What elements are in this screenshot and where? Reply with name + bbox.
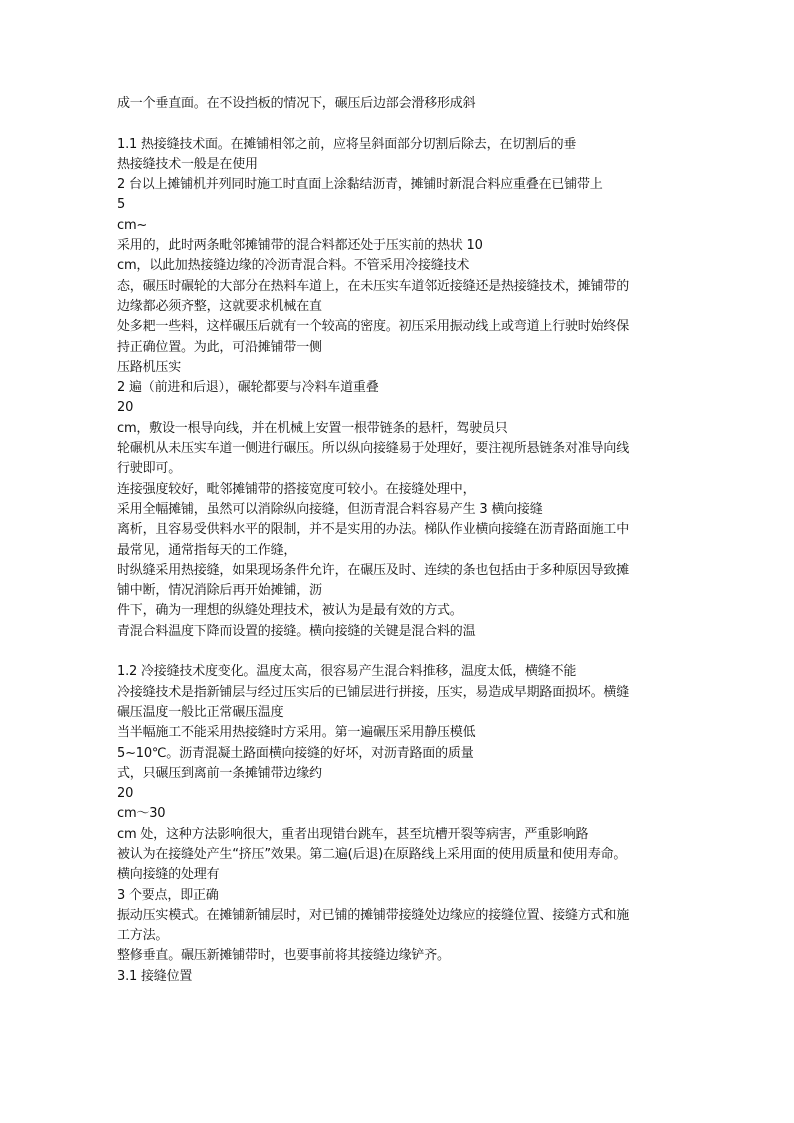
text-line: cm～30 <box>117 806 166 822</box>
section-heading-line: 1.2 冷接缝技术度变化。温度太高，很容易产生混合料推移，温度太低，横缝不能 <box>117 664 577 680</box>
text-line: 成一个垂直面。在不设挡板的情况下，碾压后边部会滑移形成斜 <box>117 96 476 111</box>
text-line: cm，以此加热接缝边缘的冷沥青混合料。不管采用冷接缝技术 <box>117 258 470 274</box>
text-line: 3 个要点，即正确 <box>117 887 219 903</box>
text-line: 式，只碾压到离前一条摊铺带边缘约 <box>117 765 322 781</box>
text-line: 被认为在接缝处产生“挤压”效果。第二遍(后退)在原路线上采用面的使用质量和使用寿命。 <box>117 846 627 862</box>
blank-line <box>117 642 683 662</box>
text-line: 20 <box>117 786 134 802</box>
text-line: 最常见，通常指每天的工作缝， <box>117 542 297 558</box>
text-line: 青混合料温度下降而设置的接缝。横向接缝的关键是混合料的温 <box>117 623 476 639</box>
document-body <box>117 94 683 987</box>
text-line: 整修垂直。碾压新摊铺带时，也要事前将其接缝边缘铲齐。 <box>117 948 450 964</box>
text-line: 轮碾机从未压实车道一侧进行碾压。所以纵向接缝易于处理好，要注视所悬链条对准导向线 <box>117 441 630 457</box>
text-line: 2 台以上摊铺机并列同时施工时直面上涂黏结沥青，摊铺时新混合料应重叠在已铺带上 <box>117 177 603 193</box>
text-line: 2 遍（前进和后退），碾轮都要与冷料车道重叠 <box>117 380 379 396</box>
text-line: 态，碾压时碾轮的大部分在热料车道上，在未压实车道邻近接缝还是热接缝技术，摊铺带的 <box>117 278 630 294</box>
text-line: 边缘都必须齐整，这就要求机械在直 <box>117 298 322 314</box>
text-line: 20 <box>117 400 134 416</box>
text-line: 碾压温度一般比正常碾压温度 <box>117 704 284 720</box>
text-line: 5 <box>117 197 126 213</box>
text-line: 件下，确为一理想的纵缝处理技术，被认为是最有效的方式。 <box>117 603 463 619</box>
blank-line <box>117 114 683 134</box>
text-line: 冷接缝技术是指新铺层与经过压实后的已铺层进行拼接，压实，易造成早期路面损坏。横缝 <box>117 684 630 700</box>
text-line: 热接缝技术一般是在使用 <box>117 156 258 172</box>
text-line: 5~10℃。沥青混凝土路面横向接缝的好坏，对沥青路面的质量 <box>117 745 474 761</box>
text-line: 压路机压实 <box>117 359 182 375</box>
text-line: 行驶即可。 <box>117 461 182 477</box>
text-line: 横向接缝的处理有 <box>117 867 220 883</box>
text-line: cm 处，这种方法影响很大，重者出现错台跳车，甚至坑槽开裂等病害，严重影响路 <box>117 826 589 842</box>
text-line: 采用的，此时两条毗邻摊铺带的混合料都还处于压实前的热状 10 <box>117 238 483 254</box>
text-line: 采用全幅摊铺，虽然可以消除纵向接缝，但沥青混合料容易产生 3 横向接缝 <box>117 501 543 517</box>
text-line: 时纵缝采用热接缝，如果现场条件允许，在碾压及时、连续的条也包括由于多种原因导致摊 <box>117 562 630 578</box>
text-line: 持正确位置。为此，可沿摊铺带一侧 <box>117 339 322 355</box>
text-line: 处多耙一些料，这样碾压后就有一个较高的密度。初压采用振动线上或弯道上行驶时始终保 <box>117 319 630 335</box>
text-line: 振动压实模式。在摊铺新铺层时，对已铺的摊铺带接缝处边缘应的接缝位置、接缝方式和施 <box>117 907 630 923</box>
text-line: 连接强度较好，毗邻摊铺带的搭接宽度可较小。在接缝处理中， <box>117 481 476 497</box>
section-heading-line: 1.1 热接缝技术面。在摊铺相邻之前，应将呈斜面部分切割后除去，在切割后的垂 <box>117 136 577 152</box>
text-line: cm，敷设一根导向线，并在机械上安置一根带链条的悬杆，驾驶员只 <box>117 420 508 436</box>
text-line: 铺中断，情况消除后再开始摊铺，沥 <box>117 583 322 599</box>
text-line: 工方法。 <box>117 928 169 944</box>
section-heading-line: 3.1 接缝位置 <box>117 968 193 984</box>
text-line: 当半幅施工不能采用热接缝时方采用。第一遍碾压采用静压模低 <box>117 725 476 741</box>
text-line: cm~ <box>117 217 148 233</box>
text-line: 离析，且容易受供料水平的限制，并不是实用的办法。梯队作业横向接缝在沥青路面施工中 <box>117 522 630 538</box>
